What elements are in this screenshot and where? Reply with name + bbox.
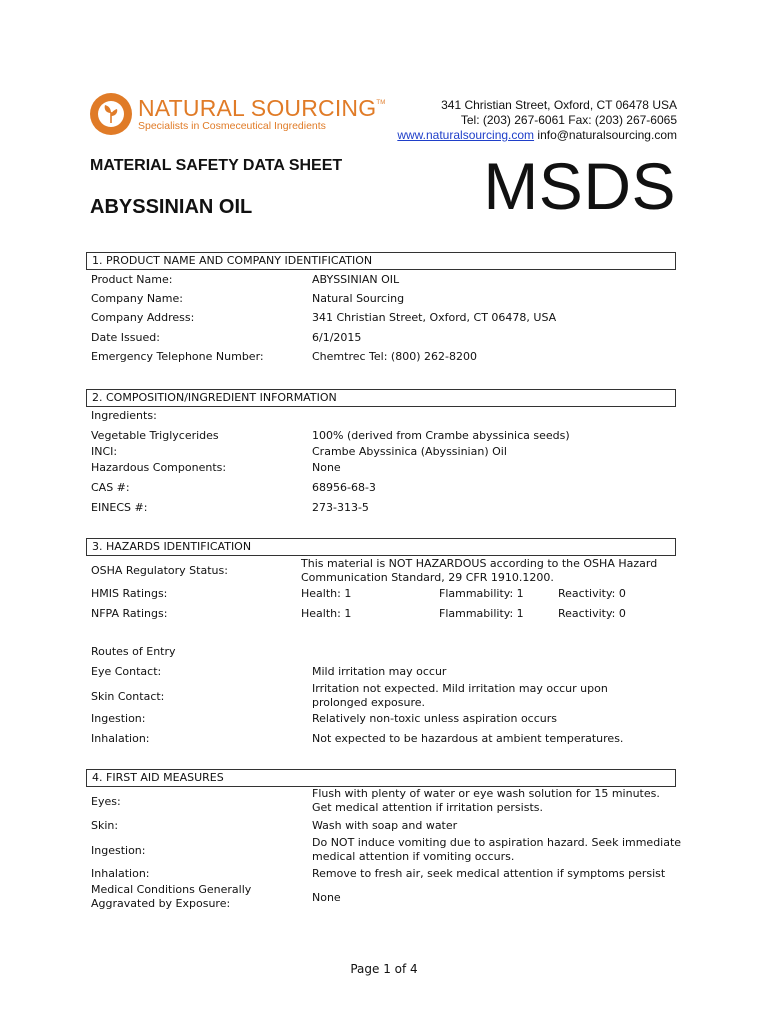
osha-status-label: OSHA Regulatory Status:	[91, 564, 228, 577]
first-aid-eyes-label: Eyes:	[91, 795, 121, 808]
first-aid-inhalation-label: Inhalation:	[91, 867, 150, 880]
section-1-heading: 1. PRODUCT NAME AND COMPANY IDENTIFICATION	[86, 252, 676, 270]
date-issued-value: 6/1/2015	[312, 331, 362, 344]
msds-heading: MSDS	[483, 149, 676, 223]
einecs-label: EINECS #:	[91, 501, 148, 514]
hmis-flammability: Flammability: 1	[439, 587, 524, 600]
product-name-label: Product Name:	[91, 273, 173, 286]
first-aid-skin-label: Skin:	[91, 819, 119, 832]
einecs-value: 273-313-5	[312, 501, 369, 514]
first-aid-skin-value: Wash with soap and water	[312, 819, 458, 832]
inci-value: Crambe Abyssinica (Abyssinian) Oil	[312, 445, 507, 458]
first-aid-ingestion-label: Ingestion:	[91, 844, 146, 857]
cas-value: 68956-68-3	[312, 481, 376, 494]
nfpa-reactivity: Reactivity: 0	[558, 607, 626, 620]
hazardous-components-value: None	[312, 461, 341, 474]
emergency-phone-label: Emergency Telephone Number:	[91, 350, 264, 363]
ingredients-label: Ingredients:	[91, 409, 157, 422]
section-2-heading: 2. COMPOSITION/INGREDIENT INFORMATION	[86, 389, 676, 407]
website-link[interactable]: www.naturalsourcing.com	[397, 128, 535, 142]
company-logo	[90, 93, 390, 143]
company-address: 341 Christian Street, Oxford, CT 06478 USA	[441, 98, 677, 112]
nfpa-health: Health: 1	[301, 607, 352, 620]
medical-conditions-label: Medical Conditions Generally Aggravated by Exposure:	[91, 883, 252, 910]
document-title: MATERIAL SAFETY DATA SHEET	[90, 157, 343, 174]
hmis-reactivity: Reactivity: 0	[558, 587, 626, 600]
first-aid-inhalation-value: Remove to fresh air, seek medical attention if symptoms persist	[312, 867, 666, 880]
hmis-health: Health: 1	[301, 587, 352, 600]
cas-label: CAS #:	[91, 481, 130, 494]
ingredient-value: 100% (derived from Crambe abyssinica seeds)	[312, 429, 570, 442]
nfpa-ratings-label: NFPA Ratings:	[91, 607, 168, 620]
company-address-label: Company Address:	[91, 311, 195, 324]
section-3-heading: 3. HAZARDS IDENTIFICATION	[86, 538, 676, 556]
product-name-value: ABYSSINIAN OIL	[312, 273, 400, 286]
section-4-heading: 4. FIRST AID MEASURES	[86, 769, 676, 787]
nfpa-flammability: Flammability: 1	[439, 607, 524, 620]
hmis-ratings-label: HMIS Ratings:	[91, 587, 168, 600]
eye-contact-value: Mild irritation may occur	[312, 665, 447, 678]
routes-of-entry-label: Routes of Entry	[91, 645, 176, 658]
osha-status-value: This material is NOT HAZARDOUS according to the OSHA Hazard Communication Standard, 29 CFR 1910.1200.	[301, 557, 658, 584]
first-aid-eyes-value: Flush with plenty of water or eye wash solution for 15 minutes. Get medical attention if irritation persists.	[312, 787, 660, 814]
medical-conditions-value: None	[312, 891, 341, 904]
logo-tagline: Specialists in Cosmeceutical Ingredients	[138, 120, 326, 132]
company-email: info@naturalsourcing.com	[537, 128, 677, 142]
ingestion-route-label: Ingestion:	[91, 712, 146, 725]
company-name-label: Company Name:	[91, 292, 183, 305]
ingestion-route-value: Relatively non-toxic unless aspiration occurs	[312, 712, 557, 725]
contact-block	[357, 98, 677, 143]
hazardous-components-label: Hazardous Components:	[91, 461, 227, 474]
company-phone-fax: Tel: (203) 267-6061 Fax: (203) 267-6065	[460, 113, 677, 127]
leaf-seal-icon	[90, 93, 132, 135]
inhalation-route-label: Inhalation:	[91, 732, 150, 745]
inhalation-route-value: Not expected to be hazardous at ambient temperatures.	[312, 732, 624, 745]
page-number: Page 1 of 4	[350, 962, 418, 976]
ingredient-label: Vegetable Triglycerides	[91, 429, 219, 442]
company-web-email	[357, 128, 677, 143]
company-address-value: 341 Christian Street, Oxford, CT 06478, USA	[312, 311, 557, 324]
eye-contact-label: Eye Contact:	[91, 665, 162, 678]
inci-label: INCI:	[91, 445, 118, 458]
date-issued-label: Date Issued:	[91, 331, 160, 344]
skin-contact-value: Irritation not expected. Mild irritation may occur upon prolonged exposure.	[312, 682, 608, 709]
skin-contact-label: Skin Contact:	[91, 690, 165, 703]
product-title: ABYSSINIAN OIL	[90, 196, 253, 218]
first-aid-ingestion-value: Do NOT induce vomiting due to aspiration hazard. Seek immediate medical attention if vomiting occurs.	[312, 836, 682, 863]
company-name-value: Natural Sourcing	[312, 292, 405, 305]
emergency-phone-value: Chemtrec Tel: (800) 262-8200	[312, 350, 477, 363]
logo-wordmark: NATURAL SOURCING™	[138, 95, 386, 121]
